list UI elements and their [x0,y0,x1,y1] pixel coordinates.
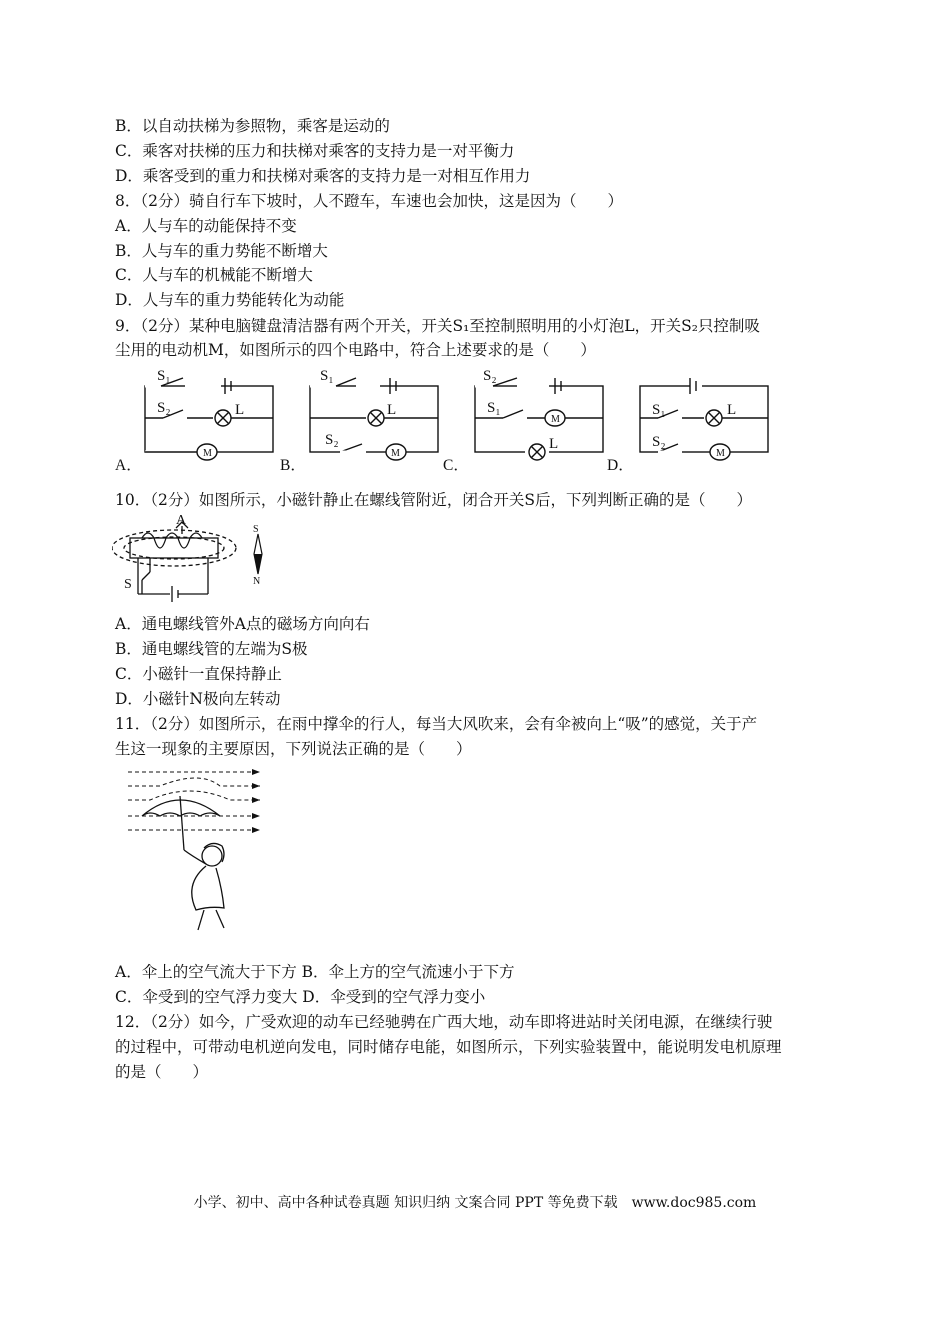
q11-stem-1: 11．（2分）如图所示，在雨中撑伞的行人，每当大风吹来，会有伞被向上“吸”的感觉，关于产 [115,715,758,733]
q12-stem-2: 的过程中，可带动电机逆向发电，同时储存电能，如图所示，下列实验装置中，能说明发电机原理 [115,1038,782,1056]
circuit-d-lamp-label: L [727,402,737,418]
q11-options-ab: A．伞上的空气流大于下方 B．伞上方的空气流速小于下方 [115,963,515,981]
circuit-b-s2-label: S₂ [325,432,339,448]
q9-circuit-figures [115,366,835,476]
circuit-b-motor-label: M [391,448,400,459]
q11-stem-2: 生这一现象的主要原因，下列说法正确的是（ ） [115,740,472,758]
circuit-a-lamp-label: L [235,402,245,418]
circuit-a-s1-label: S₁ [157,368,171,384]
circuit-option-b: B． [280,457,306,474]
q10-option-b: B．通电螺线管的左端为S极 [115,640,308,658]
q8-option-c: C．人与车的机械能不断增大 [115,266,313,284]
circuit-b-s1-label: S₁ [320,368,334,384]
circuit-option-c: C． [443,457,469,474]
q10-option-c: C．小磁针一直保持静止 [115,665,282,683]
q9-stem-1: 9．（2分）某种电脑键盘清洁器有两个开关，开关S₁至控制照明用的小灯泡L，开关S₂只控制吸 [115,317,760,335]
q12-stem-3: 的是（ ） [115,1063,209,1081]
q10-stem: 10．（2分）如图所示，小磁针静止在螺线管附近，闭合开关S后，下列判断正确的是（ ） [115,491,752,509]
circuit-c-motor-label: M [551,414,560,425]
needle-bottom-label: N [253,576,261,587]
q8-stem: 8．（2分）骑自行车下坡时，人不蹬车，车速也会加快，这是因为（ ） [115,192,623,210]
circuit-c-s2-label: S₂ [483,368,497,384]
q8-option-a: A．人与车的动能保持不变 [115,217,297,235]
circuit-d-s1-label: S₁ [652,402,666,418]
solenoid-switch-label: S [124,577,132,592]
q7-option-d: D．乘客受到的重力和扶梯对乘客的支持力是一对相互作用力 [115,167,531,185]
q9-stem-2: 尘用的电动机M，如图所示的四个电路中，符合上述要求的是（ ） [115,341,596,359]
circuit-option-a: A． [115,457,142,474]
circuit-a-s2-label: S₂ [157,400,171,416]
page-footer: 小学、初中、高中各种试卷真题 知识归纳 文案合同 PPT 等免费下载 www.doc985.com [193,1195,757,1211]
q11-umbrella-figure [120,764,270,936]
circuit-c-s1-label: S₁ [487,400,501,416]
q11-options-cd: C．伞受到的空气浮力变大 D．伞受到的空气浮力变小 [115,988,486,1006]
circuit-option-d: D． [607,457,634,474]
q10-option-d: D．小磁针N极向左转动 [115,690,281,708]
q8-option-b: B．人与车的重力势能不断增大 [115,242,328,260]
q12-stem-1: 12．（2分）如今，广受欢迎的动车已经驰骋在广西大地，动车即将进站时关闭电源，在继续行驶 [115,1013,773,1031]
solenoid-point-a-label: A [176,514,187,528]
circuit-b-lamp-label: L [387,402,397,418]
q10-solenoid-figure [112,514,282,610]
circuit-d-motor-label: M [716,448,725,459]
q10-option-a: A．通电螺线管外A点的磁场方向向右 [115,615,370,633]
q7-option-b: B．以自动扶梯为参照物，乘客是运动的 [115,117,390,135]
q7-option-c: C．乘客对扶梯的压力和扶梯对乘客的支持力是一对平衡力 [115,142,515,160]
q8-option-d: D．人与车的重力势能转化为动能 [115,291,345,309]
needle-top-label: S [253,524,259,535]
circuit-d-s2-label: S₂ [652,434,666,450]
circuit-a-motor-label: M [203,448,212,459]
circuit-c-lamp-label: L [549,436,559,452]
circuit-c [475,378,603,460]
